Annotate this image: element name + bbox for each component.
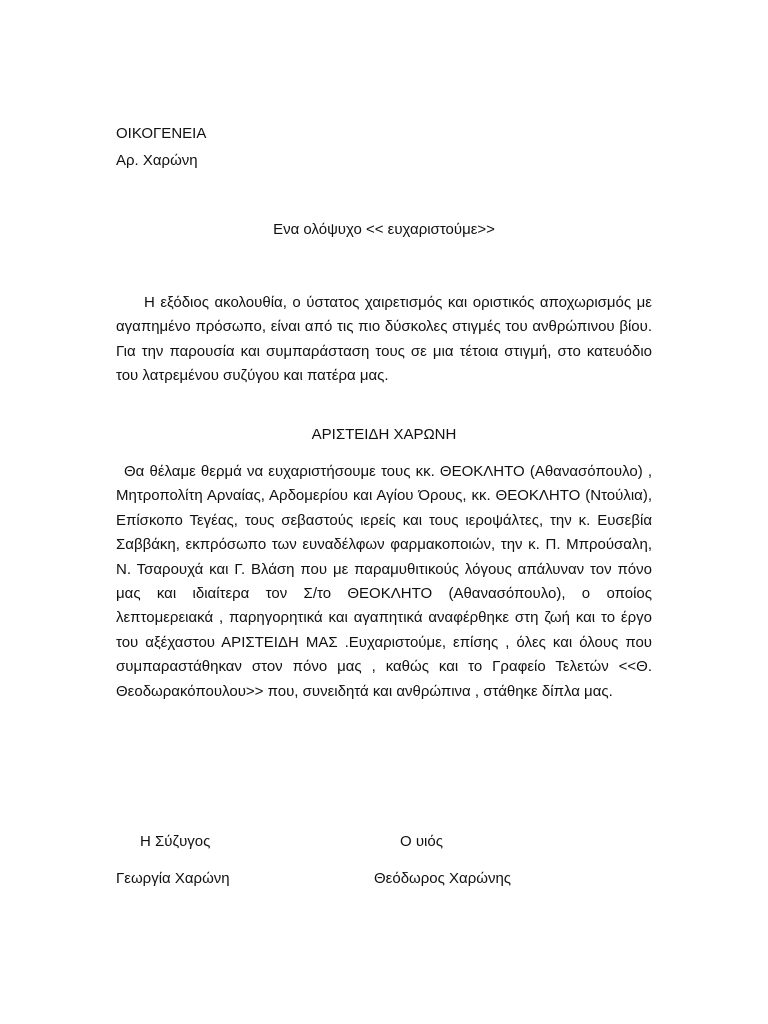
signature-name-wife: Γεωργία Χαρώνη — [116, 870, 230, 887]
deceased-name: ΑΡΙΣΤΕΙΔΗ ΧΑΡΩΝΗ — [311, 426, 457, 443]
header-family-name: Αρ. Χαρώνη — [116, 152, 198, 169]
document-title: Ενα ολόψυχο << ευχαριστούμε>> — [273, 221, 495, 238]
paragraph-intro: Η εξόδιος ακολουθία, ο ύστατος χαιρετισμός και οριστικός αποχωρισμός με αγαπημένο πρόσωπο, είναι από τις πιο δύσκολες στιγμές του ανθρώπινου βίου. Για την παρουσία και συμπαράσταση τους σε μια τέτοια στιγμή, στο κατευόδιο του λατρεμένου συζύγου και πατέρα μας. — [116, 294, 652, 385]
paragraph-thanks: Θα θέλαμε θερμά να ευχαριστήσουμε τους κκ. ΘΕΟΚΛΗΤΟ (Αθανασόπουλο) , Μητροπολίτη Αρναίας, Αρδομερίου και Αγίου Όρους, κκ. ΘΕΟΚΛΗΤΟ (Ντούλια), Επίσκοπο Τεγέας, τους σεβαστούς ιερείς και τους ιεροψάλτες, την κ. Ευσεβία Σαββάκη, εκπρόσωπο των ευναδέλφων φαρμακοποιών, την κ. Π. Μπρούσαλη, Ν. Τσαρουχά και Γ. Βλάση που με παραμυθιτικούς λόγους απάλυναν τον πόνο μας και ιδιαίτερα τον Σ/το ΘΕΟΚΛΗΤΟ (Αθανασόπουλο), ο οποίος λεπτομερειακά , παρηγορητικά και αγαπητικά αναφέρθηκε στη ζωή και το έργο του αξέχαστου ΑΡΙΣΤΕΙΔΗ ΜΑΣ .Ευχαριστούμε, επίσης , όλες και όλους που συμπαραστάθηκαν στον πόνο μας , καθώς και το Γραφείο Τελετών <<Θ. Θεοδωρακόπουλου>> που, συνειδητά και ανθρώπινα , στάθηκε δίπλα μας. — [116, 463, 652, 700]
header-family-label: ΟΙΚΟΓΕΝΕΙΑ — [116, 125, 207, 142]
signature-label-son: Ο υιός — [400, 833, 443, 850]
signature-label-wife: Η Σύζυγος — [140, 833, 211, 850]
signature-name-son: Θεόδωρος Χαρώνης — [374, 870, 512, 887]
